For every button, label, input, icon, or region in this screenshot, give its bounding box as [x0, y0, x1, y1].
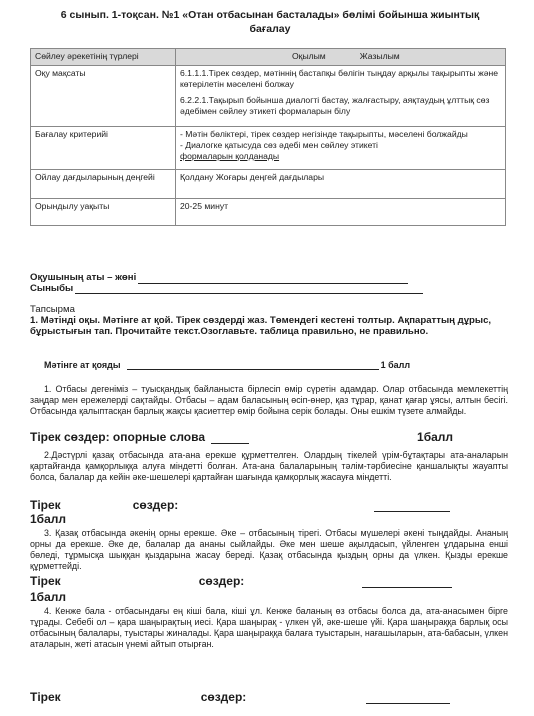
- paragraph-2: 2.Дәстүрлі қазақ отбасында ата-ана ерекше құрметтелген. Олардың тікелей үрім-бұтақтары ата-аналарын қартайғанда қамқорлыққа алуға міндетті болған. Ата-ана балаларының тәлім-тәрбиесіне қаншалықты жауапты болса, балалар да кейін әке-шешелері қартайған шағында қамқорлық жасауға міндетті.: [30, 450, 508, 482]
- task-label: Тапсырма: [30, 304, 75, 315]
- keywords-points-1: 1балл: [417, 430, 454, 444]
- keywords-answer-field-4[interactable]: [366, 695, 450, 704]
- keywords-line-3: [30, 574, 510, 588]
- tirek-label: Тірек: [30, 574, 61, 588]
- task-block: [30, 304, 510, 337]
- title-task-label: Мәтінге ат қояды: [44, 360, 121, 370]
- sozder-label: сөздер:: [132, 498, 179, 512]
- student-name-field[interactable]: [138, 275, 408, 284]
- criteria-label: Бағалау критерийі: [31, 127, 176, 170]
- level-label: Ойлау дағдыларының деңгейі: [31, 170, 176, 199]
- sozder-label: сөздер:: [200, 690, 247, 704]
- table-row: [31, 127, 506, 170]
- tirek-label: Тірек: [30, 498, 61, 512]
- table-row: [31, 199, 506, 226]
- title-task-points: 1 балл: [380, 360, 411, 370]
- header-speech-types: Сөйлеу әрекетінің түрлері: [31, 49, 176, 66]
- assessment-spec-table: [30, 48, 506, 226]
- table-row: [31, 66, 506, 127]
- paragraph-1: 1. Отбасы дегеніміз – туысқандық байланыста бірлесіп өмір сүретін адамдар. Олар отбасында мемлекеттің заңдар мен ережелерді сақтайды. Отбасы – адам баласының өсіп-өнер, қаз тұрар, қанат қағар ұясы, алтын бесігі. Отбасында қалыптасқан барлық жақсы қасиеттер өмір бойына серік болады. Оны ешкім түзете алмайды.: [30, 384, 508, 416]
- time-value: 20-25 минут: [176, 199, 506, 226]
- paragraph-3: 3. Қазақ отбасында әкенің орны ерекше. Әке – отбасының тірегі. Отбасы мүшелері әкені тыңдайды. Ананың орны да ерекше. Әке де, балалар да ананы сыйлайды. Әке мен шеше ақылдасып, үйленген ұлдарына енші бөледі, тұрмысқа шыққан қыздарына жасау береді. Қазақ отбасында қыздың орны да үлкен. Қызды ерекше құрметтейді.: [30, 528, 508, 571]
- level-value: Қолдану Жоғары деңгей дағдылары: [176, 170, 506, 199]
- keywords-points-3: 1балл: [30, 590, 67, 604]
- keywords-answer-field-1[interactable]: [211, 435, 249, 444]
- tirek-label: Тірек: [30, 690, 61, 704]
- table-header-row: [31, 49, 506, 66]
- goal-label: Оқу мақсаты: [31, 66, 176, 127]
- student-class-line: [30, 284, 506, 295]
- keywords-points-2: 1балл: [30, 512, 67, 526]
- student-name-label: Оқушының аты – жөні: [30, 272, 137, 283]
- paragraph-4: 4. Кенже бала - отбасындағы ең кіші бала, кіші ұл. Кенже баланың өз отбасы болса да, ата-анасымен бірге тұрады. Себебі ол – қара шаңырақтың иесі. Қара шаңырақ - үлкен үй, әке-шеше үйі. Қара шаңыраққа барлық осы отбасының балалары, туыстары жиналады. Қара шаңыраққа балаға туыстарын, нағашыларын, ата-бабасын, үлкен аталарын, жеті атасын үнемі айтып отырған.: [30, 606, 508, 649]
- title-task-line: [44, 360, 514, 370]
- student-fields: [30, 273, 506, 294]
- student-class-field[interactable]: [75, 285, 423, 294]
- student-name-line: [30, 273, 506, 284]
- goal-value: 6.1.1.1.Тірек сөздер, мәтіннің бастапқы бөлігін тыңдау арқылы тақырыпты және көтерілетін мәселені болжау 6.2.2.1.Тақырып бойынша диалогті бастау, жалғастыру, аяқтаудың ұлттық сөз әдебімен сөйлеу этикеті формаларын білу: [176, 66, 506, 127]
- title-answer-field[interactable]: [127, 361, 379, 370]
- keywords-line-2: [30, 498, 510, 512]
- page-title: 6 сынып. 1-тоқсан. №1 «Отан отбасынан басталады» бөлімі бойынша жиынтық бағалау: [60, 9, 480, 35]
- table-row: [31, 170, 506, 199]
- keywords-answer-field-2[interactable]: [374, 503, 450, 512]
- keywords-label: Тірек сөздер: опорные слова: [30, 430, 206, 444]
- keywords-line-1: [30, 430, 510, 444]
- student-class-label: Сыныбы: [30, 282, 74, 294]
- sozder-label: сөздер:: [198, 574, 245, 588]
- task-text: 1. Мәтінді оқы. Мәтінге ат қой. Тірек сөздерді жаз. Төмендегі кестені толтыр. Ақпараттың дұрыс, бұрыстығын тап. Прочитайте текст.Озоглавьте. таблица правильно, не правильно.: [30, 315, 492, 337]
- header-skills: Оқылым Жазылым: [176, 49, 506, 66]
- keywords-answer-field-3[interactable]: [362, 579, 452, 588]
- keywords-line-4: [30, 690, 510, 704]
- time-label: Орындылу уақыты: [31, 199, 176, 226]
- criteria-value: - Мәтін бөліктері, тірек сөздер негізінде тақырыпты, мәселені болжайды - Диалогке қатысуда сөз әдебі мен сөйлеу этикеті формаларын қолданады: [176, 127, 506, 170]
